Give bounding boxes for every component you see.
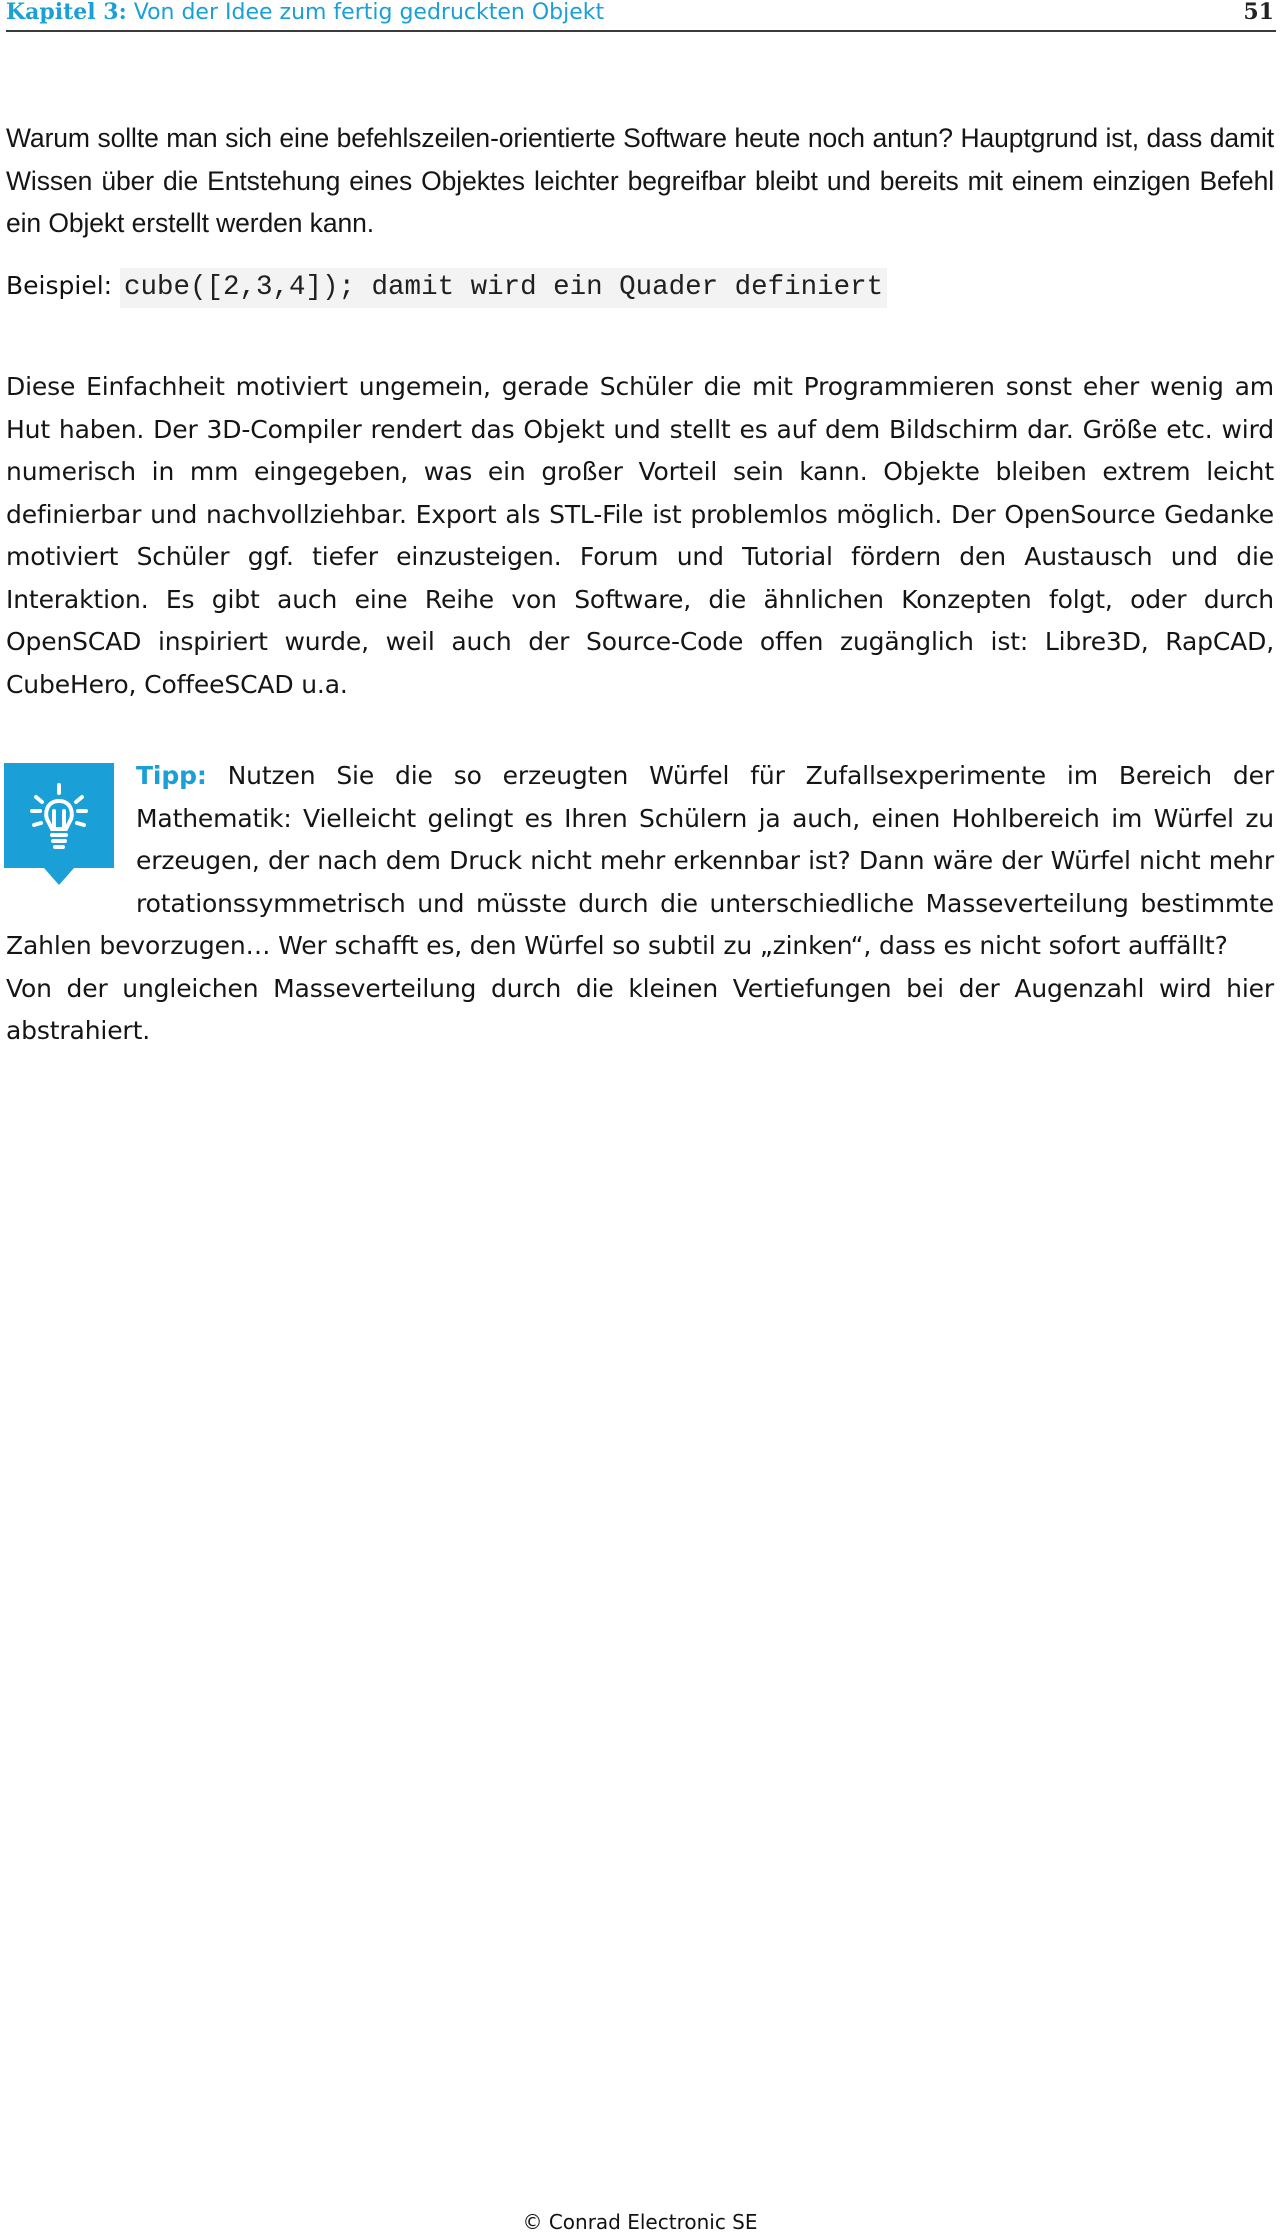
page-header — [6, 0, 1276, 32]
code-example — [6, 266, 887, 306]
example-code: cube([2,3,4]); damit wird ein Quader definiert — [120, 268, 887, 308]
chapter-label: Kapitel 3: — [6, 0, 127, 25]
tip-icon-spacer — [6, 755, 136, 925]
footer-copyright: © Conrad Electronic SE — [522, 2210, 758, 2234]
tip-note: Von der ungleichen Masseverteilung durch die kleinen Vertiefungen bei der Augenzahl wird hier abstrahiert. — [6, 973, 1274, 1045]
tip-label: Tipp: — [136, 761, 207, 790]
chapter-heading — [6, 0, 604, 26]
motivation-paragraph: Diese Einfachheit motiviert ungemein, gerade Schüler die mit Programmieren sonst eher wenig am Hut haben. Der 3D-Compiler rendert das Objekt und stellt es auf dem Bildschirm dar. Größe etc. wird numerisch in mm eingegeben, was ein großer Vorteil sein kann. Objekte bleiben extrem leicht definierbar und nachvollziehbar. Export als STL-File ist problemlos möglich. Der OpenSource Gedanke motiviert Schüler ggf. tiefer einzusteigen. Forum und Tutorial fördern den Austausch und die Interaktion. Es gibt auch eine Reihe von Software, die ähnlichen Konzepten folgt, oder durch OpenSCAD inspiriert wurde, weil auch der Source-Code offen zugänglich ist: Libre3D, RapCAD, CubeHero, CoffeeSCAD u.a. — [6, 372, 1274, 699]
tip-box — [6, 755, 1274, 1053]
intro-paragraph: Warum sollte man sich eine befehlszeilen-orientierte Software heute noch antun? Hauptgrund ist, dass damit Wissen über die Entstehung eines Objektes leichter begreifbar bleibt und bereits mit einem einzigen Befehl ein Objekt erstellt werden kann. — [6, 123, 1274, 238]
chapter-title: Von der Idee zum fertig gedruckten Objekt — [126, 0, 605, 25]
tip-text: Nutzen Sie die so erzeugten Würfel für Zufallsexperimente im Bereich der Mathematik: Vielleicht gelingt es Ihren Schülern ja auch, einen Hohlbereich im Würfel zu erzeugen, der nach dem Druck nicht mehr erkennbar ist? Dann wäre der Würfel nicht mehr rotationssymmetrisch und müsste durch die unterschiedliche Masseverteilung bestimmte Zahlen bevorzugen… Wer schafft es, den Würfel so subtil zu „zinken“, dass es nicht sofort auffällt? — [6, 761, 1274, 960]
page-number: 51 — [1243, 0, 1274, 25]
example-label: Beispiel: — [6, 271, 121, 300]
